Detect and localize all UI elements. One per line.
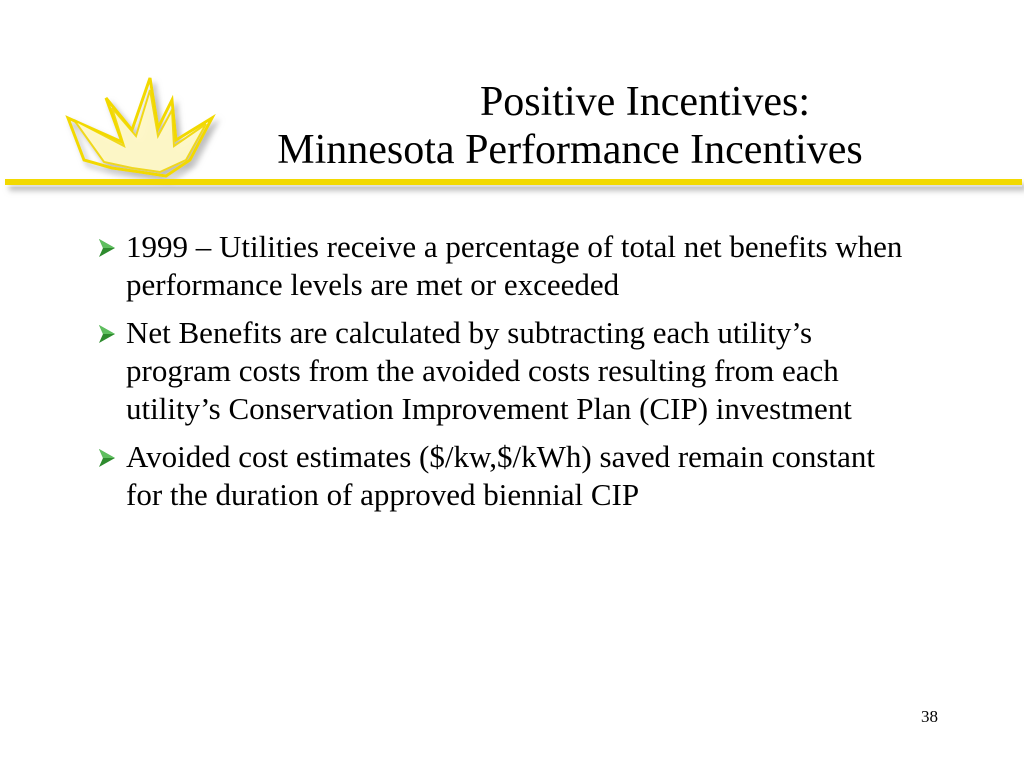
bullet-text: 1999 – Utilities receive a percentage of total net benefits when performance levels are met or exceeded bbox=[126, 229, 903, 302]
arrow-bullet-icon bbox=[94, 438, 120, 476]
title-line-2: Minnesota Performance Incentives bbox=[277, 127, 863, 173]
bullet-list bbox=[92, 228, 912, 524]
bullet-item bbox=[92, 314, 912, 428]
bullet-text: Avoided cost estimates ($/kw,$/kWh) saved remain constant for the duration of approved biennial CIP bbox=[126, 439, 875, 512]
arrow-bullet-icon bbox=[94, 314, 120, 352]
title-line-1: Positive Incentives: bbox=[479, 79, 811, 125]
slide-title bbox=[160, 78, 980, 174]
bullet-item bbox=[92, 438, 912, 514]
bullet-item bbox=[92, 228, 912, 304]
page-number: 38 bbox=[921, 707, 938, 726]
bullet-text: Net Benefits are calculated by subtracting each utility’s program costs from the avoided costs resulting from each utility’s Conservation Improvement Plan (CIP) investment bbox=[126, 315, 852, 426]
arrow-bullet-icon bbox=[94, 228, 120, 266]
